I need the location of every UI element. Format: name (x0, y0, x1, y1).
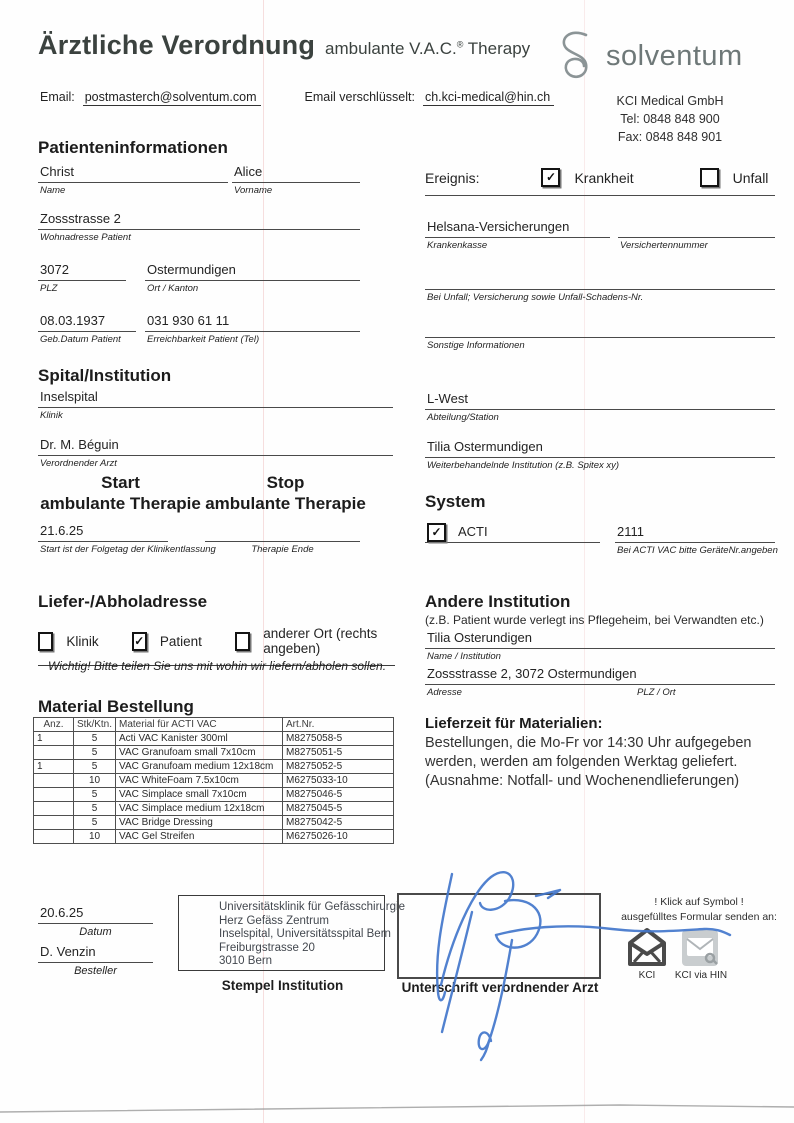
field-abteilung-label: Abteilung/Station (427, 412, 499, 423)
section-heading-patient: Patienteninformationen (38, 138, 228, 157)
field-unfall-schadens-nr (425, 270, 775, 303)
field-name (38, 163, 228, 196)
cell-material: VAC Gel Streifen (116, 830, 283, 844)
cell-material: VAC WhiteFoam 7.5x10cm (116, 774, 283, 788)
cell-artnr: M8275046-5 (283, 788, 394, 802)
material-row (34, 788, 394, 802)
field-klinik-value[interactable]: Inselspital (38, 388, 393, 408)
material-row (34, 746, 394, 760)
field-andere-adresse (425, 665, 775, 698)
cell-artnr: M8275051-5 (283, 746, 394, 760)
field-klinik (38, 388, 393, 421)
cell-anz[interactable] (34, 774, 74, 788)
email-link[interactable]: postmasterch@solventum.com (83, 90, 261, 106)
field-therapie-start (38, 522, 216, 555)
solventum-logo (556, 30, 743, 82)
scan-edge-line (0, 1098, 794, 1118)
cell-anz[interactable]: 1 (34, 732, 74, 746)
field-sonstige-informationen-label: Sonstige Informationen (427, 340, 525, 351)
form-title (38, 30, 530, 61)
col-anz: Anz. (34, 718, 74, 732)
klinik-option-label: Klinik (66, 633, 99, 649)
cell-stk: 5 (74, 802, 116, 816)
cell-anz[interactable] (34, 746, 74, 760)
page-title: Ärztliche Verordnung (38, 30, 316, 60)
material-row (34, 774, 394, 788)
field-ort-value[interactable]: Ostermundigen (145, 261, 360, 281)
lieferzeit-heading: Lieferzeit für Materialien: (425, 715, 603, 732)
signature-box[interactable] (397, 893, 601, 979)
company-tel: Tel: 0848 848 900 (620, 112, 720, 126)
field-plz-value[interactable]: 3072 (38, 261, 126, 281)
field-ort-label: Ort / Kanton (147, 283, 199, 294)
field-telefon-value[interactable]: 031 930 61 11 (145, 312, 360, 332)
cell-anz[interactable] (34, 816, 74, 830)
field-wohnadresse (38, 210, 360, 243)
cell-anz[interactable] (34, 830, 74, 844)
field-verordnender-arzt-label: Verordnender Arzt (40, 458, 117, 469)
section-heading-andere-institution: Andere Institution (425, 592, 571, 611)
field-verordnender-arzt-value[interactable]: Dr. M. Béguin (38, 436, 393, 456)
email-encrypted-label: Email verschlüsselt: (304, 90, 415, 104)
patient-checkbox[interactable]: ✓ (132, 632, 147, 651)
field-krankenkasse-value[interactable]: Helsana-Versicherungen (425, 218, 610, 238)
col-artnr: Art.Nr. (283, 718, 394, 732)
field-ort (145, 261, 360, 294)
material-row (34, 760, 394, 774)
cell-artnr: M8275052-5 (283, 760, 394, 774)
liefer-hinweis: Wichtig! Bitte teilen Sie uns mit wohin wir liefern/abholen sollen. (48, 659, 387, 673)
field-vorname-label: Vorname (234, 185, 273, 196)
field-andere-adresse-value[interactable]: Zossstrasse 2, 3072 Ostermundigen (425, 665, 775, 685)
field-plz-label: PLZ (40, 283, 58, 294)
material-row (34, 830, 394, 844)
field-vorname-value[interactable]: Alice (232, 163, 360, 183)
cell-stk: 5 (74, 760, 116, 774)
field-system-acti-value (425, 523, 600, 543)
field-name-value[interactable]: Christ (38, 163, 228, 183)
ereignis-label: Ereignis: (425, 169, 480, 186)
cell-material: VAC Simplace small 7x10cm (116, 788, 283, 802)
field-telefon (145, 312, 360, 345)
field-geburtsdatum-value[interactable]: 08.03.1937 (38, 312, 136, 332)
field-vorname (232, 163, 360, 196)
cell-material: VAC Granufoam medium 12x18cm (116, 760, 283, 774)
section-heading-material: Material Bestellung (38, 697, 194, 716)
email-encrypted-link[interactable]: ch.kci-medical@hin.ch (423, 90, 554, 106)
field-besteller (38, 943, 153, 977)
field-geburtsdatum-label: Geb.Datum Patient (40, 334, 121, 345)
field-krankenkasse-label: Krankenkasse (427, 240, 488, 251)
field-besteller-label: Besteller (74, 965, 117, 977)
cell-material: VAC Granufoam small 7x10cm (116, 746, 283, 760)
field-therapie-start-label: Start ist der Folgetag der Klinikentlassung (40, 544, 216, 555)
kci-via-hin-email-icon[interactable] (681, 929, 719, 967)
field-unfall-schadens-nr-value[interactable] (425, 270, 775, 290)
institution-stamp: Universitätsklinik für Gefässchirurgie Herz Gefäss Zentrum Inselspital, Universitätsspital Bern Freiburgstrasse 20 3010 Bern (219, 901, 405, 967)
field-weiterbehandelnde-institution (425, 438, 775, 471)
field-datum-value[interactable]: 20.6.25 (38, 904, 153, 924)
field-therapie-ende (205, 522, 360, 555)
cell-stk: 5 (74, 788, 116, 802)
material-row (34, 802, 394, 816)
section-heading-liefer: Liefer-/Abholadresse (38, 592, 208, 611)
start-therapie-heading: Start ambulante Therapie (40, 473, 201, 513)
cell-stk: 5 (74, 732, 116, 746)
field-besteller-value[interactable]: D. Venzin (38, 943, 153, 963)
stop-therapie-heading: Stop ambulante Therapie (205, 473, 366, 513)
krankheit-label: Krankheit (574, 169, 634, 186)
krankheit-checkbox[interactable]: ✓ (541, 168, 560, 187)
cell-stk: 10 (74, 774, 116, 788)
send-instructions: ! Klick auf Symbol ! ausgefülltes Formular senden an: (621, 896, 777, 923)
field-weiterbehandelnde-institution-label: Weiterbehandelnde Institution (z.B. Spitex xy) (427, 460, 620, 471)
section-heading-system: System (425, 492, 486, 511)
field-andere-name-value[interactable]: Tilia Osterundigen (425, 629, 775, 649)
cell-stk: 5 (74, 816, 116, 830)
field-klinik-label: Klinik (40, 410, 63, 421)
acti-label: ACTI (458, 524, 488, 539)
ereignis-row (425, 168, 775, 196)
cell-artnr: M8275058-5 (283, 732, 394, 746)
acti-checkbox[interactable]: ✓ (427, 523, 446, 542)
cell-artnr: M8275042-5 (283, 816, 394, 830)
cell-material: VAC Simplace medium 12x18cm (116, 802, 283, 816)
field-versichertennummer (618, 218, 775, 251)
stempel-caption: Stempel Institution (221, 978, 344, 993)
cell-material: Acti VAC Kanister 300ml (116, 732, 283, 746)
field-andere-plz-label: PLZ / Ort (637, 687, 676, 698)
field-therapie-ende-label: Therapie Ende (251, 544, 314, 555)
andere-institution-subheading: (z.B. Patient wurde verlegt ins Pflegeheim, bei Verwandten etc.) (425, 613, 764, 627)
anderer-ort-checkbox[interactable] (235, 632, 250, 651)
field-krankenkasse (425, 218, 610, 251)
patient-option-label: Patient (159, 633, 202, 649)
field-wohnadresse-label: Wohnadresse Patient (40, 232, 131, 243)
company-name: KCI Medical GmbH (616, 94, 724, 108)
cell-anz[interactable] (34, 802, 74, 816)
field-datum-label: Datum (79, 926, 112, 938)
page-subtitle: ambulante V.A.C.® Therapy (325, 39, 531, 58)
field-system-acti (425, 523, 600, 545)
field-sonstige-informationen (425, 318, 775, 351)
cell-stk: 5 (74, 746, 116, 760)
field-abteilung (425, 390, 775, 423)
field-andere-adresse-label: Adresse (427, 687, 462, 698)
cell-stk: 10 (74, 830, 116, 844)
company-fax: Fax: 0848 848 901 (617, 130, 723, 144)
field-therapie-start-value[interactable]: 21.6.25 (38, 522, 168, 542)
solventum-logo-icon (556, 30, 598, 82)
material-row (34, 732, 394, 746)
klinik-checkbox[interactable] (38, 632, 53, 651)
email-label: Email: (40, 90, 75, 104)
cell-anz[interactable] (34, 788, 74, 802)
field-plz (38, 261, 126, 294)
col-material: Material für ACTI VAC (116, 718, 283, 732)
field-telefon-label: Erreichbarkeit Patient (Tel) (147, 334, 260, 345)
field-andere-name (425, 629, 775, 662)
field-geraetenummer-value[interactable]: 2111 (615, 523, 775, 543)
section-heading-spital: Spital/Institution (38, 366, 172, 385)
cell-artnr: M6275026-10 (283, 830, 394, 844)
field-geburtsdatum (38, 312, 136, 345)
field-sonstige-informationen-value[interactable] (425, 318, 775, 338)
cell-artnr: M8275045-5 (283, 802, 394, 816)
stamp-box (178, 895, 405, 971)
hin-icon-label: KCI via HIN (674, 970, 728, 981)
unterschrift-caption: Unterschrift verordnender Arzt (401, 980, 599, 995)
field-datum (38, 904, 153, 938)
material-row (34, 816, 394, 830)
field-versichertennummer-value[interactable] (618, 218, 775, 238)
field-unfall-schadens-nr-label: Bei Unfall; Versicherung sowie Unfall-Schadens-Nr. (427, 292, 644, 303)
field-abteilung-value[interactable]: L-West (425, 390, 775, 410)
field-name-label: Name (40, 185, 66, 196)
kci-icon-label: KCI (638, 970, 656, 981)
cell-artnr: M6275033-10 (283, 774, 394, 788)
field-therapie-ende-value[interactable] (205, 522, 360, 542)
field-geraetenummer (615, 523, 778, 556)
anderer-ort-option-label: anderer Ort (rechts angeben) (263, 626, 378, 656)
field-versichertennummer-label: Versichertennummer (620, 240, 708, 251)
field-verordnender-arzt (38, 436, 393, 469)
field-weiterbehandelnde-institution-value[interactable]: Tilia Ostermundigen (425, 438, 775, 458)
unfall-label: Unfall (732, 169, 769, 186)
unfall-checkbox[interactable] (700, 168, 719, 187)
cell-anz[interactable]: 1 (34, 760, 74, 774)
material-table (33, 717, 394, 844)
lieferzeit-text: Bestellungen, die Mo-Fr vor 14:30 Uhr aufgegeben werden, werden am folgenden Werktag geliefert. (Ausnahme: Notfall- und Wochenendlieferungen) (425, 735, 752, 789)
field-andere-name-label: Name / Institution (427, 651, 501, 662)
col-stk: Stk/Ktn. (74, 718, 116, 732)
field-wohnadresse-value[interactable]: Zossstrasse 2 (38, 210, 360, 230)
cell-material: VAC Bridge Dressing (116, 816, 283, 830)
email-row (40, 90, 554, 106)
material-table-header-row (34, 718, 394, 732)
solventum-logo-text: solventum (606, 39, 743, 72)
field-geraetenummer-label: Bei ACTI VAC bitte GeräteNr.angeben (617, 545, 778, 556)
company-contact (585, 92, 755, 146)
kci-email-icon[interactable] (625, 926, 669, 968)
